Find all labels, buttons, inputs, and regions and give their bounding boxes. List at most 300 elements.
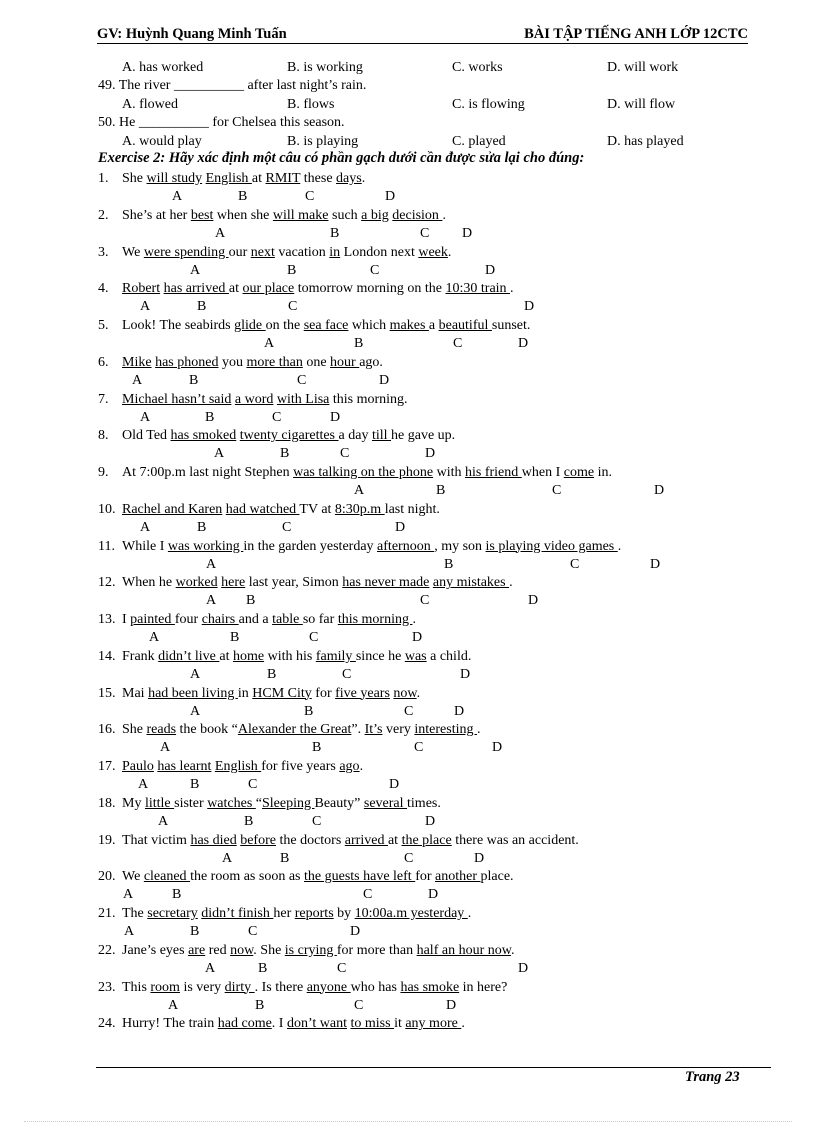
mc-option: D. will work [607, 60, 679, 75]
underlined-part: in [329, 244, 341, 260]
sentence-text: four [174, 612, 202, 627]
answer-label-a: A [222, 850, 233, 866]
sentence-text: . [361, 171, 366, 186]
sentence-text: is very [179, 979, 225, 995]
underlined-part: any mistakes [432, 575, 510, 591]
question-number: 15. [98, 685, 116, 701]
answer-label-b: B [190, 777, 200, 792]
answer-label-d: D [446, 997, 457, 1013]
answer-label-a: A [149, 630, 160, 645]
answer-label-b: B [246, 593, 256, 609]
underlined-part: video games [543, 538, 618, 554]
answer-label-d: D [485, 262, 496, 278]
sentence-text: “ [255, 795, 262, 811]
underlined-part: now [230, 942, 254, 958]
question-number: 3. [98, 244, 109, 260]
answer-label-a: A [172, 189, 183, 204]
answer-label-b: B [197, 519, 207, 535]
sentence-text: in [237, 685, 253, 701]
underlined-part: on the phone [360, 465, 434, 480]
answer-label-c: C [570, 556, 580, 572]
underlined-part: was working [167, 538, 244, 554]
underlined-part: English [214, 759, 262, 774]
answer-label-c: C [305, 189, 315, 204]
mc-option: C. works [452, 60, 503, 75]
sentence-text: last night. [384, 501, 440, 517]
answer-label-c: C [404, 703, 414, 719]
question-line [98, 281, 514, 297]
page-header [97, 26, 748, 44]
underlined-part: RMIT [265, 171, 301, 186]
answer-label-b: B [287, 262, 297, 278]
question-number: 11. [98, 538, 115, 554]
mc-option: A. would play [122, 134, 202, 149]
sentence-text: That victim [122, 832, 191, 848]
sentence-text: with his [264, 648, 316, 664]
answer-label-c: C [288, 299, 298, 315]
underlined-part: 8:30p.m [334, 501, 385, 517]
underlined-part: to miss [350, 1016, 395, 1032]
question-line [98, 649, 471, 665]
underlined-part: watches [207, 795, 256, 811]
answer-label-c: C [272, 409, 282, 425]
answer-label-b: B [267, 666, 277, 682]
answer-label-a: A [140, 519, 151, 535]
underlined-part: our place [242, 281, 295, 297]
mc-question-stem: 50. He __________ for Chelsea this season. [98, 115, 345, 130]
underlined-part: here [221, 575, 246, 591]
question-number: 20. [98, 869, 116, 885]
page-number: Trang 23 [685, 1069, 740, 1085]
underlined-part: five years [335, 685, 390, 701]
answer-label-d: D [412, 630, 423, 645]
question-number: 5. [98, 318, 109, 333]
answer-label-a: A [140, 299, 151, 315]
sentence-text: I [122, 612, 131, 627]
sentence-text: My [122, 795, 145, 811]
question-line [98, 686, 420, 702]
sentence-text: for [415, 869, 436, 885]
answer-label-d: D [518, 336, 529, 351]
underlined-part: secretary [147, 906, 198, 921]
answer-label-b: B [189, 372, 199, 388]
sentence-text: at [228, 281, 243, 297]
sentence-text: . [617, 538, 622, 554]
sentence-text: for five years [261, 759, 340, 774]
answer-label-c: C [248, 777, 258, 792]
answer-label-d: D [395, 519, 406, 535]
sentence-text: . Is there [254, 979, 307, 995]
answer-label-b: B [304, 703, 314, 719]
answer-label-a: A [354, 483, 365, 498]
sentence-text: you [218, 354, 247, 370]
sentence-text: . [412, 612, 416, 627]
answer-label-d: D [528, 593, 539, 609]
underlined-part: chairs [201, 612, 239, 627]
underlined-part: beautiful [438, 318, 492, 333]
sentence-text: place. [480, 869, 514, 885]
answer-label-b: B [354, 336, 364, 351]
mc-option: D. will flow [607, 97, 676, 112]
answer-label-c: C [309, 630, 319, 645]
mc-option: D. has played [607, 134, 684, 149]
mc-option: C. is flowing [452, 97, 525, 112]
mc-option: C. played [452, 134, 506, 149]
underlined-part: will make [272, 207, 329, 223]
sentence-text: it [394, 1016, 406, 1032]
underlined-part: next [250, 244, 275, 260]
sentence-text: She [122, 722, 147, 738]
sentence-text: and a [238, 612, 273, 627]
underlined-part: 10:00a.m yesterday [354, 906, 468, 921]
sentence-text: . [359, 759, 364, 774]
sentence-text: he gave up. [391, 428, 456, 444]
sentence-text: this morning. [329, 391, 408, 407]
underlined-part: was [404, 648, 427, 664]
answer-label-d: D [425, 813, 436, 829]
underlined-part: has arrived [163, 281, 229, 297]
sentence-text: one [302, 354, 331, 370]
sentence-text: TV at [299, 501, 335, 517]
sentence-text: sunset. [491, 318, 531, 333]
underlined-part: was talking [293, 465, 361, 480]
sentence-text: so far [302, 612, 338, 627]
sentence-text: very [382, 722, 415, 738]
question-line [98, 575, 513, 591]
underlined-part: ago [339, 759, 360, 774]
sentence-text: in the garden yesterday [243, 538, 378, 554]
answer-label-b: B [255, 997, 265, 1013]
answer-label-c: C [282, 519, 292, 535]
question-number: 9. [98, 465, 109, 480]
underlined-part: dirty [224, 979, 255, 995]
sentence-text: While I [122, 538, 168, 554]
answer-label-a: A [206, 556, 217, 572]
underlined-part: Robert [122, 281, 161, 297]
question-number: 21. [98, 906, 116, 921]
underlined-part: Michael [122, 391, 172, 407]
underlined-part: this morning [337, 612, 413, 627]
sentence-text: in here? [459, 979, 508, 995]
underlined-part: had watched [225, 501, 300, 517]
question-line [98, 171, 365, 187]
sentence-text: the room as soon as [190, 869, 304, 885]
underlined-part: Paulo [122, 759, 154, 774]
answer-label-c: C [420, 225, 430, 241]
underlined-part: hasn’t said [171, 391, 232, 407]
answer-label-c: C [552, 483, 562, 498]
sentence-text: ago. [359, 354, 383, 370]
mc-option: B. is working [287, 60, 363, 75]
underlined-part: 10:30 train [445, 281, 511, 297]
sentence-text: Look! The seabirds [122, 318, 235, 333]
sentence-text: . [467, 906, 472, 921]
underlined-part: have left [363, 869, 416, 885]
underlined-part: decision [392, 207, 443, 223]
answer-label-a: A [158, 813, 169, 829]
question-number: 18. [98, 795, 116, 811]
sentence-text: a day [338, 428, 372, 444]
question-number: 23. [98, 979, 116, 995]
page-bottom-edge [24, 1121, 792, 1122]
answer-label-d: D [385, 189, 396, 204]
underlined-part: Mike [122, 354, 152, 370]
underlined-part: Rachel and Karen [122, 501, 223, 517]
answer-label-d: D [389, 777, 400, 792]
sentence-text: Old Ted [122, 428, 171, 444]
answer-label-a: A [190, 703, 201, 719]
sentence-text: with [433, 465, 465, 480]
sentence-text: . [510, 281, 514, 297]
underlined-part: has phoned [155, 354, 219, 370]
sentence-text: , my son [434, 538, 486, 554]
sentence-text: . I [271, 1016, 287, 1032]
exercise-2-title: Exercise 2: Hãy xác định một câu có phần gạch dưới cần được sửa lại cho đúng: [98, 150, 585, 166]
sentence-text: since he [355, 648, 405, 664]
sentence-text: last year, Simon [245, 575, 343, 591]
answer-label-d: D [524, 299, 535, 315]
answer-label-a: A [124, 924, 135, 939]
mc-option: A. flowed [122, 97, 178, 112]
answer-label-b: B [238, 189, 248, 204]
question-line [98, 465, 612, 481]
answer-label-d: D [474, 850, 485, 866]
sentence-text: the book “ [176, 722, 238, 738]
answer-label-d: D [350, 924, 361, 939]
answer-label-b: B [436, 483, 446, 498]
sentence-text: at [219, 648, 233, 664]
answer-label-d: D [654, 483, 665, 498]
question-number: 2. [98, 207, 109, 223]
underlined-part: cigarettes [281, 428, 339, 444]
sentence-text: tomorrow morning on the [294, 281, 446, 297]
answer-label-a: A [215, 225, 226, 241]
question-line [98, 980, 507, 996]
underlined-part: till [371, 428, 392, 444]
question-number: 17. [98, 759, 116, 774]
sentence-text: the doctors [275, 832, 345, 848]
answer-label-b: B [444, 556, 454, 572]
question-line [98, 759, 363, 775]
sentence-text: by [333, 906, 355, 921]
underlined-part: has never made [342, 575, 430, 591]
answer-label-a: A [190, 666, 201, 682]
question-line [98, 833, 579, 849]
answer-label-a: A [123, 887, 134, 903]
sentence-text: . [461, 1016, 465, 1032]
sentence-text: . [447, 244, 452, 260]
answer-label-c: C [363, 887, 373, 903]
sentence-text: We [122, 869, 144, 885]
underlined-part: little [144, 795, 175, 811]
question-number: 6. [98, 354, 109, 370]
underlined-part: reads [146, 722, 177, 738]
underlined-part: anyone [306, 979, 351, 995]
underlined-part: has died [190, 832, 237, 848]
sentence-text: when she [213, 207, 273, 223]
underlined-part: has smoked [170, 428, 237, 444]
underlined-part: don’t want [286, 1016, 347, 1032]
underlined-part: Alexander the Great [237, 722, 352, 738]
question-line [98, 208, 446, 224]
answer-label-a: A [190, 262, 201, 278]
underlined-part: more than [246, 354, 303, 370]
question-line [98, 502, 440, 518]
answer-label-d: D [379, 372, 390, 388]
answer-label-c: C [453, 336, 463, 351]
sentence-text: sister [174, 795, 208, 811]
answer-label-b: B [280, 850, 290, 866]
sentence-text: at [251, 171, 266, 186]
answer-label-d: D [425, 446, 436, 462]
question-number: 7. [98, 391, 109, 407]
underlined-part: any more [405, 1016, 462, 1032]
mc-option: B. flows [287, 97, 335, 112]
underlined-part: a big [361, 207, 389, 223]
underlined-part: HCM City [252, 685, 312, 701]
question-number: 13. [98, 612, 116, 627]
underlined-part: is crying [284, 942, 337, 958]
question-number: 1. [98, 171, 109, 186]
answer-label-c: C [337, 960, 347, 976]
sentence-text: . [442, 207, 446, 223]
underlined-part: It’s [364, 722, 383, 738]
underlined-part: reports [294, 906, 334, 921]
underlined-part: a word [234, 391, 274, 407]
sentence-text: She’s at her [122, 207, 191, 223]
answer-label-a: A [168, 997, 179, 1013]
sentence-text: . She [253, 942, 285, 958]
question-line [98, 428, 455, 444]
sentence-text: Jane’s eyes [122, 942, 189, 958]
sentence-text: The [122, 906, 148, 921]
answer-label-c: C [354, 997, 364, 1013]
underlined-part: English [205, 171, 252, 186]
underlined-part: painted [130, 612, 175, 627]
sentence-text: She [122, 171, 147, 186]
answer-label-c: C [340, 446, 350, 462]
answer-label-d: D [518, 960, 529, 976]
underlined-part: didn’t live [158, 648, 220, 664]
underlined-part: has smoke [400, 979, 460, 995]
question-number: 10. [98, 501, 116, 517]
mc-option: A. has worked [122, 60, 204, 75]
sentence-text: Frank [122, 648, 159, 664]
question-number: 16. [98, 722, 116, 738]
sentence-text: for [311, 685, 336, 701]
underlined-part: table [272, 612, 303, 627]
sentence-text: our [228, 244, 251, 260]
question-line [98, 318, 530, 334]
answer-label-c: C [342, 666, 352, 682]
underlined-part: makes [389, 318, 429, 333]
answer-label-a: A [205, 960, 216, 976]
question-line [98, 906, 471, 922]
underlined-part: twenty [239, 428, 282, 444]
underlined-part: with Lisa [276, 391, 330, 407]
underlined-part: days [336, 171, 362, 186]
sentence-text: When he [122, 575, 176, 591]
sentence-text: ”. [351, 722, 365, 738]
question-line [98, 722, 480, 738]
question-line [98, 539, 621, 555]
question-line [98, 392, 408, 408]
sentence-text: . [416, 685, 421, 701]
underlined-part: interesting [414, 722, 477, 738]
underlined-part: didn’t finish [201, 906, 274, 921]
answer-label-b: B [244, 813, 254, 829]
underlined-part: several [363, 795, 408, 811]
sentence-text: London next [340, 244, 419, 260]
answer-label-c: C [370, 262, 380, 278]
question-line [98, 245, 451, 261]
underlined-part: is playing [485, 538, 544, 554]
underlined-part: are [188, 942, 206, 958]
sentence-text: which [348, 318, 390, 333]
answer-label-d: D [492, 740, 503, 756]
underlined-part: cleaned [143, 869, 191, 885]
sentence-text: when I [521, 465, 564, 480]
question-number: 12. [98, 575, 116, 591]
answer-label-c: C [297, 372, 307, 388]
underlined-part: glide [234, 318, 266, 333]
answer-label-c: C [404, 850, 414, 866]
sentence-text: . [476, 722, 481, 738]
answer-label-c: C [248, 924, 258, 939]
underlined-part: Sleeping [262, 795, 315, 811]
sentence-text: vacation [274, 244, 330, 260]
question-number: 19. [98, 832, 116, 848]
sentence-text: on the [265, 318, 304, 333]
underlined-part: had come [217, 1016, 272, 1032]
mc-question-stem: 49. The river __________ after last night’s rain. [98, 78, 367, 93]
question-line [98, 1016, 465, 1032]
underlined-part: hour [330, 354, 360, 370]
sentence-text: a [428, 318, 439, 333]
answer-label-d: D [460, 666, 471, 682]
sentence-text: . [510, 942, 515, 958]
underlined-part: the place [401, 832, 452, 848]
sentence-text: in. [594, 465, 612, 480]
question-number: 4. [98, 281, 109, 297]
sentence-text: This [122, 979, 151, 995]
sentence-text: her [273, 906, 295, 921]
sentence-text: Beauty” [314, 795, 364, 811]
underlined-part: had been living [148, 685, 238, 701]
sentence-text: Mai [122, 685, 149, 701]
underlined-part: has learnt [157, 759, 212, 774]
answer-label-a: A [138, 777, 149, 792]
underlined-part: his friend [464, 465, 522, 480]
sentence-text: . [509, 575, 513, 591]
footer-divider [96, 1067, 771, 1068]
sentence-text: At 7:00p.m last night Stephen [122, 465, 294, 480]
question-number: 14. [98, 648, 116, 664]
answer-label-c: C [414, 740, 424, 756]
underlined-part: afternoon [377, 538, 435, 554]
sentence-text: red [205, 942, 231, 958]
answer-label-b: B [230, 630, 240, 645]
answer-label-a: A [140, 409, 151, 425]
teacher-name: GV: Huỳnh Quang Minh Tuấn [97, 26, 287, 42]
sentence-text: these [300, 171, 337, 186]
underlined-part: half an hour now [416, 942, 511, 958]
answer-label-b: B [205, 409, 215, 425]
sentence-text: such [328, 207, 362, 223]
underlined-part: home [232, 648, 265, 664]
underlined-part: week [418, 244, 448, 260]
question-number: 24. [98, 1016, 116, 1032]
